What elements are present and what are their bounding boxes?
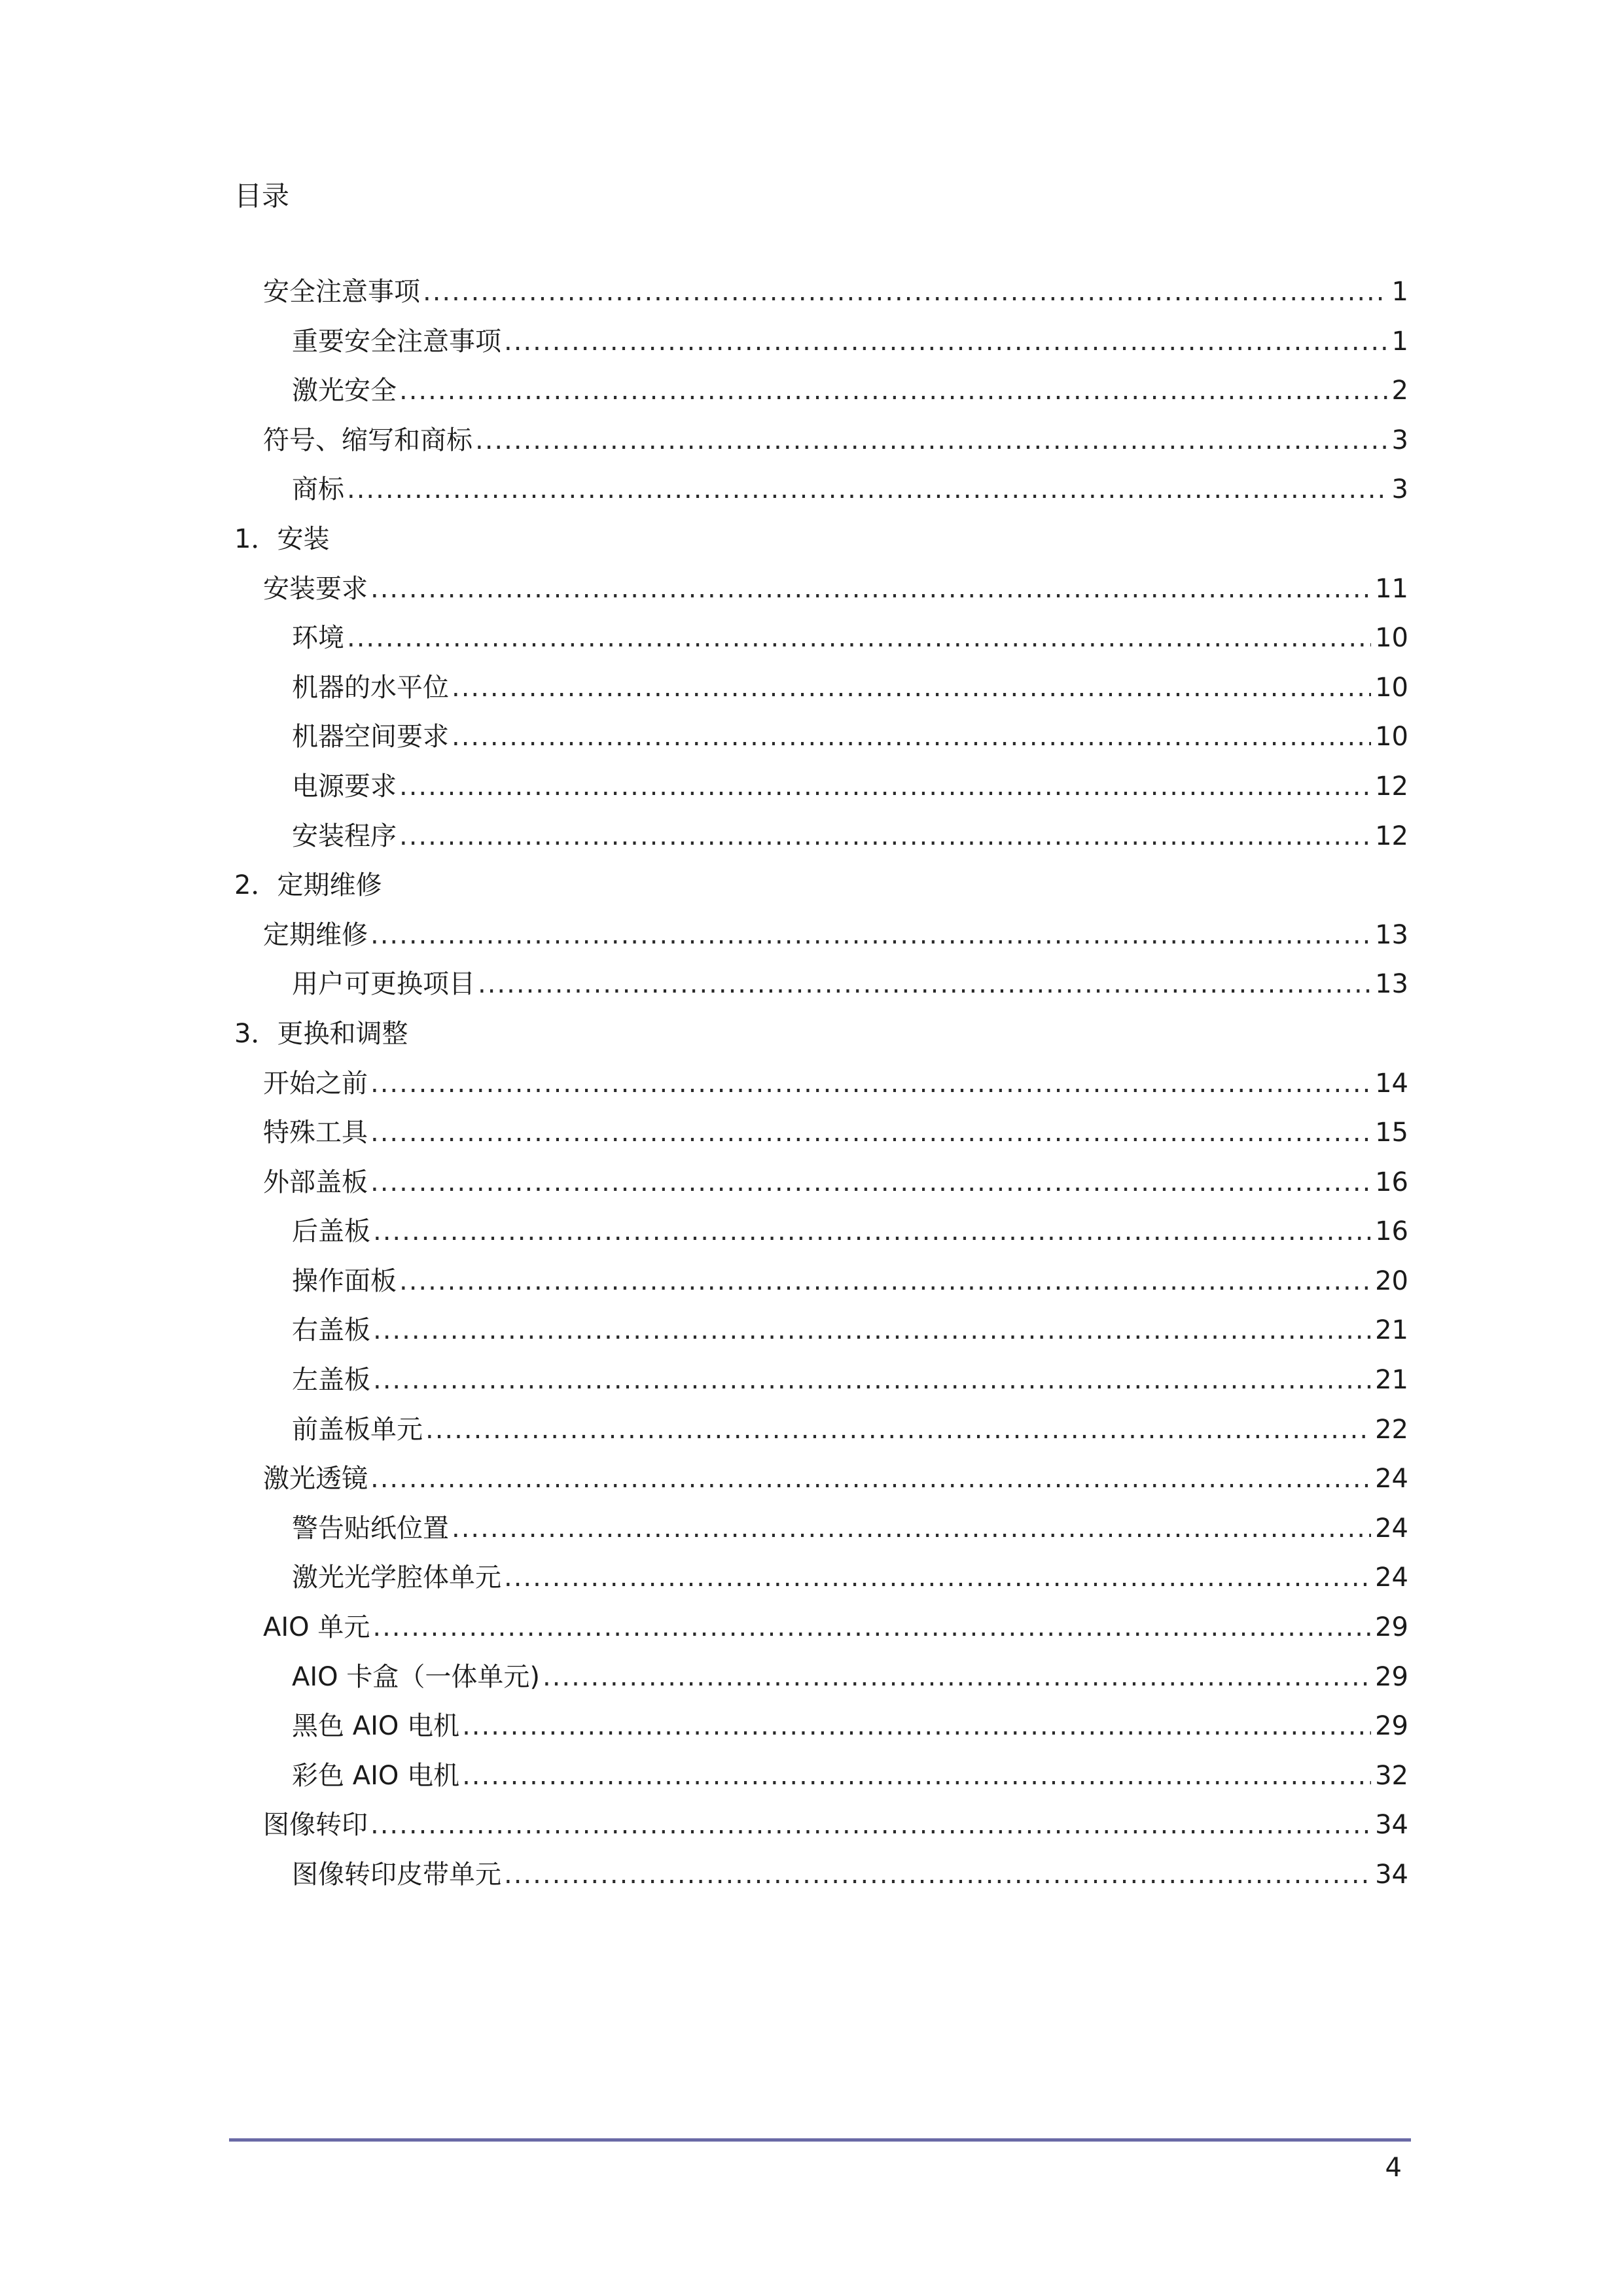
toc-entry-label: 开始之前 — [263, 1068, 368, 1099]
toc-dot-leader — [372, 1609, 1371, 1646]
toc-entry-label: 激光透镜 — [263, 1464, 368, 1494]
toc-dot-leader — [373, 1362, 1371, 1398]
page-number: 4 — [1385, 2153, 1402, 2183]
toc-dot-leader — [373, 1213, 1371, 1250]
toc-entry[interactable] — [234, 1757, 1408, 1807]
toc-dot-leader — [373, 1312, 1371, 1349]
toc-entry[interactable] — [234, 966, 1408, 1016]
toc-entry-label: 警告贴纸位置 — [292, 1513, 449, 1544]
toc-entry-label: 右盖板 — [292, 1315, 370, 1346]
toc-entry[interactable] — [234, 1856, 1408, 1906]
toc-entry[interactable] — [234, 620, 1408, 669]
toc-entry[interactable] — [234, 1114, 1408, 1164]
toc-entry-page: 22 — [1375, 1414, 1408, 1445]
toc-entry-label: 重要安全注意事项 — [292, 326, 501, 357]
toc-entry-page: 14 — [1375, 1068, 1408, 1099]
toc-entry-page: 12 — [1375, 771, 1408, 802]
toc-entry[interactable] — [234, 571, 1408, 620]
toc-entry[interactable] — [234, 1460, 1408, 1510]
toc-entry-page: 24 — [1375, 1563, 1408, 1593]
toc-entry-label: 环境 — [292, 623, 344, 654]
table-of-contents — [234, 274, 1408, 1906]
toc-entry-label: 2．定期维修 — [234, 870, 382, 901]
toc-dot-leader — [399, 768, 1371, 805]
page-title: 目录 — [234, 180, 290, 212]
toc-entry[interactable] — [234, 1213, 1408, 1263]
toc-entry-page: 13 — [1375, 969, 1408, 1000]
toc-entry-label: 符号、缩写和商标 — [263, 425, 473, 455]
toc-entry-page: 10 — [1375, 672, 1408, 703]
toc-entry-page: 3 — [1391, 474, 1408, 505]
toc-entry[interactable] — [234, 1807, 1408, 1856]
toc-entry-page: 29 — [1375, 1661, 1408, 1692]
toc-entry[interactable] — [234, 1362, 1408, 1411]
toc-entry-label: 操作面板 — [292, 1265, 397, 1296]
toc-dot-leader — [423, 274, 1388, 310]
toc-dot-leader — [370, 917, 1371, 953]
toc-entry-label: 安全注意事项 — [263, 277, 420, 307]
toc-entry-label: 特殊工具 — [263, 1118, 368, 1148]
toc-entry-page: 20 — [1375, 1265, 1408, 1296]
toc-entry-page: 1 — [1391, 326, 1408, 357]
toc-dot-leader — [475, 422, 1388, 459]
toc-entry-page: 34 — [1375, 1810, 1408, 1841]
toc-entry-page: 12 — [1375, 821, 1408, 851]
toc-entry[interactable] — [234, 1411, 1408, 1461]
toc-entry-label: AIO 单元 — [263, 1612, 370, 1643]
toc-dot-leader — [370, 1164, 1371, 1201]
toc-entry-label: 机器空间要求 — [292, 722, 449, 752]
toc-entry[interactable] — [234, 1708, 1408, 1757]
toc-dot-leader — [504, 323, 1388, 360]
toc-entry-label: 定期维修 — [263, 919, 368, 950]
toc-dot-leader — [452, 669, 1371, 706]
toc-chapter-heading — [234, 867, 1408, 917]
toc-dot-leader — [370, 1065, 1371, 1102]
toc-entry-page: 24 — [1375, 1464, 1408, 1494]
toc-entry[interactable] — [234, 669, 1408, 719]
toc-entry[interactable] — [234, 818, 1408, 868]
toc-entry-label: 图像转印 — [263, 1810, 368, 1841]
toc-entry-label: 左盖板 — [292, 1365, 370, 1396]
toc-entry-label: 商标 — [292, 474, 344, 505]
toc-dot-leader — [425, 1411, 1371, 1448]
toc-entry[interactable] — [234, 422, 1408, 472]
toc-entry[interactable] — [234, 917, 1408, 966]
toc-entry-label: 安装程序 — [292, 821, 397, 851]
toc-dot-leader — [399, 818, 1371, 855]
toc-entry[interactable] — [234, 274, 1408, 323]
toc-dot-leader — [399, 1263, 1371, 1299]
footer-divider — [229, 2138, 1411, 2142]
toc-dot-leader — [462, 1708, 1371, 1744]
toc-entry[interactable] — [234, 323, 1408, 373]
toc-entry[interactable] — [234, 1164, 1408, 1214]
toc-entry-label: AIO 卡盒（一体单元) — [292, 1661, 540, 1692]
toc-entry[interactable] — [234, 718, 1408, 768]
toc-entry[interactable] — [234, 1065, 1408, 1115]
toc-entry-label: 彩色 AIO 电机 — [292, 1760, 460, 1791]
toc-entry-label: 外部盖板 — [263, 1167, 368, 1197]
toc-dot-leader — [370, 571, 1371, 607]
toc-entry-page: 15 — [1375, 1118, 1408, 1148]
toc-entry-page: 29 — [1375, 1612, 1408, 1643]
toc-entry[interactable] — [234, 1263, 1408, 1313]
toc-dot-leader — [504, 1559, 1371, 1596]
toc-entry-label: 1．安装 — [234, 523, 330, 554]
toc-entry-page: 21 — [1375, 1365, 1408, 1396]
toc-entry-page: 1 — [1391, 277, 1408, 307]
toc-entry-page: 34 — [1375, 1860, 1408, 1890]
toc-entry-page: 16 — [1375, 1167, 1408, 1197]
toc-entry-page: 13 — [1375, 919, 1408, 950]
toc-entry-label: 激光安全 — [292, 376, 397, 406]
toc-dot-leader — [347, 471, 1388, 508]
toc-entry-page: 16 — [1375, 1216, 1408, 1247]
toc-entry[interactable] — [234, 1609, 1408, 1659]
toc-chapter-heading — [234, 521, 1408, 571]
toc-dot-leader — [452, 1510, 1371, 1547]
toc-entry-page: 24 — [1375, 1513, 1408, 1544]
toc-dot-leader — [370, 1460, 1371, 1497]
toc-chapter-heading — [234, 1016, 1408, 1065]
toc-entry-label: 电源要求 — [292, 771, 397, 802]
toc-entry-page: 29 — [1375, 1711, 1408, 1742]
toc-entry-label: 前盖板单元 — [292, 1414, 423, 1445]
toc-entry-page: 21 — [1375, 1315, 1408, 1346]
toc-dot-leader — [370, 1807, 1371, 1843]
toc-dot-leader — [462, 1757, 1371, 1794]
toc-entry-label: 激光光学腔体单元 — [292, 1563, 501, 1593]
toc-entry-label: 机器的水平位 — [292, 672, 449, 703]
toc-dot-leader — [543, 1659, 1371, 1695]
toc-entry-label: 安装要求 — [263, 573, 368, 604]
toc-entry-page: 10 — [1375, 722, 1408, 752]
toc-entry-label: 图像转印皮带单元 — [292, 1860, 501, 1890]
toc-entry[interactable] — [234, 1312, 1408, 1362]
toc-entry-page: 11 — [1375, 573, 1408, 604]
toc-entry-label: 后盖板 — [292, 1216, 370, 1247]
toc-entry-page: 32 — [1375, 1760, 1408, 1791]
toc-entry-label: 用户可更换项目 — [292, 969, 475, 1000]
toc-dot-leader — [478, 966, 1371, 1002]
toc-dot-leader — [452, 718, 1371, 755]
toc-entry-page: 3 — [1391, 425, 1408, 455]
toc-entry[interactable] — [234, 1659, 1408, 1708]
toc-dot-leader — [370, 1114, 1371, 1151]
toc-entry[interactable] — [234, 372, 1408, 422]
toc-entry-page: 10 — [1375, 623, 1408, 654]
toc-dot-leader — [347, 620, 1371, 656]
toc-entry-page: 2 — [1391, 376, 1408, 406]
toc-entry[interactable] — [234, 471, 1408, 521]
toc-dot-leader — [399, 372, 1388, 409]
toc-dot-leader — [504, 1856, 1371, 1893]
toc-entry[interactable] — [234, 1559, 1408, 1609]
toc-entry-label: 黑色 AIO 电机 — [292, 1711, 460, 1742]
toc-entry[interactable] — [234, 768, 1408, 818]
toc-entry-label: 3．更换和调整 — [234, 1018, 408, 1049]
toc-entry[interactable] — [234, 1510, 1408, 1560]
